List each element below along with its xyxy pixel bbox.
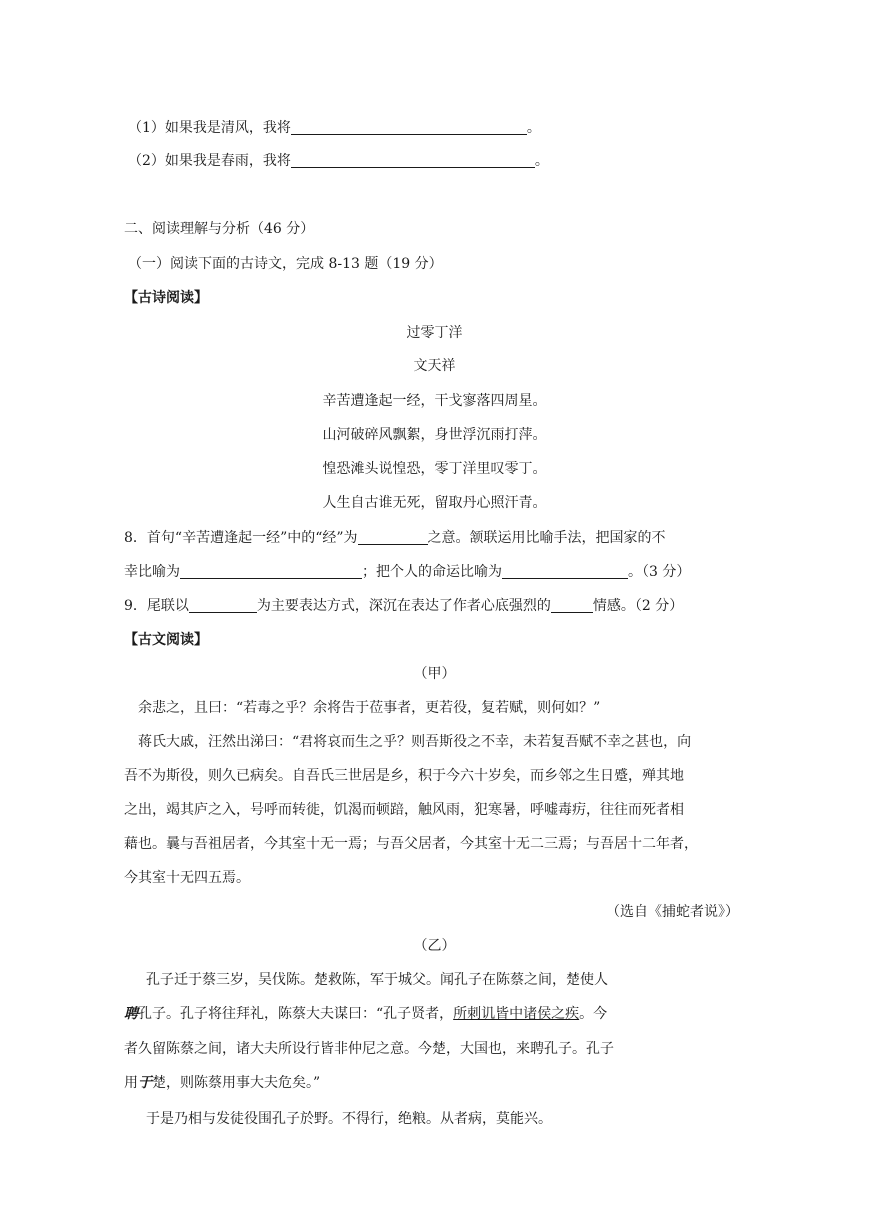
passage-line: 之出，竭其庐之入，号呼而转徙，饥渴而顿踣，触风雨，犯寒暑，呼嘘毒疠，往往而死者相 <box>124 802 684 818</box>
fill-in-text: （1）如果我是清风，我将 <box>128 120 291 136</box>
answer-blank[interactable] <box>551 597 593 613</box>
answer-blank[interactable] <box>291 119 527 135</box>
poem-label: 【古诗阅读】 <box>124 290 208 306</box>
passage-line: 聘孔子。孔子将往拜礼，陈蔡大夫谋曰：“孔子贤者，所刺讥皆中诸侯之疾。今 <box>124 1006 608 1022</box>
passage-source: （选自《捕蛇者说》） <box>606 904 739 920</box>
marked-word: 聘 <box>124 1006 138 1022</box>
question-8-line-1: 8．首句“辛苦遭逢起一经”中的“经”为 之意。颔联运用比喻手法，把国家的不 <box>124 530 666 546</box>
passage-line: 蒋氏大戚，汪然出涕曰：“君将哀而生之乎？则吾斯役之不幸，未若复吾赋不幸之甚也，向 <box>138 734 692 750</box>
passage-line: 藉也。曩与吾祖居者，今其室十无一焉；与吾父居者，今其室十无二三焉；与吾居十二年者， <box>124 836 698 852</box>
fill-in-line-1: （1）如果我是清风，我将 。 <box>128 120 541 136</box>
passage-line: 用于楚，则陈蔡用事大夫危矣。” <box>124 1075 321 1091</box>
passage-line: 余悲之，且曰：“若毒之乎？余将告于莅事者，更若役，复若赋，则何如？” <box>138 700 601 716</box>
poem-author: 文天祥 <box>413 358 456 374</box>
poem-title: 过零丁洋 <box>406 325 463 341</box>
passage-line: 吾不为斯役，则久已病矣。自吾氏三世居是乡，积于今六十岁矣，而乡邻之生日蹙，殚其地 <box>124 768 684 784</box>
underlined-sentence: 所刺讥皆中诸侯之疾 <box>453 1006 580 1022</box>
passage-line: 者久留陈蔡之间，诸大夫所设行皆非仲尼之意。今楚，大国也，来聘孔子。孔子 <box>124 1041 614 1057</box>
poem-line: 人生自古谁无死，留取丹心照汗青。 <box>322 495 547 511</box>
answer-blank[interactable] <box>358 529 428 545</box>
answer-blank[interactable] <box>502 563 628 579</box>
marked-word: 于 <box>138 1075 152 1091</box>
question-8-line-2: 幸比喻为 ；把个人的命运比喻为 。（3 分） <box>124 564 691 580</box>
answer-blank[interactable] <box>189 597 257 613</box>
passage-line: 今其室十无四五焉。 <box>124 870 250 886</box>
question-9: 9．尾联以 为主要表达方式，深沉在表达了作者心底强烈的 情感。（2 分） <box>124 598 684 614</box>
fill-in-line-2: （2）如果我是春雨，我将 。 <box>128 153 549 169</box>
answer-blank[interactable] <box>180 563 362 579</box>
poem-line: 惶恐滩头说惶恐，零丁洋里叹零丁。 <box>322 461 547 477</box>
poem-line: 山河破碎风飘絮，身世浮沉雨打萍。 <box>322 427 547 443</box>
fill-in-text: （2）如果我是春雨，我将 <box>128 153 291 169</box>
part-intro: （一）阅读下面的古诗文，完成 8-13 题（19 分） <box>128 256 443 272</box>
poem-line: 辛苦遭逢起一经，干戈寥落四周星。 <box>322 393 547 409</box>
passage-line: 孔子迁于蔡三岁，吴伐陈。楚救陈，军于城父。闻孔子在陈蔡之间，楚使人 <box>146 972 608 988</box>
prose-label: 【古文阅读】 <box>124 632 208 648</box>
passage-line: 于是乃相与发徒役围孔子於野。不得行，绝粮。从者病，莫能兴。 <box>146 1111 552 1127</box>
section-heading: 二、阅读理解与分析（46 分） <box>124 221 315 237</box>
passage-jia-label: （甲） <box>413 666 456 682</box>
answer-blank[interactable] <box>291 152 535 168</box>
passage-yi-label: （乙） <box>413 938 456 954</box>
